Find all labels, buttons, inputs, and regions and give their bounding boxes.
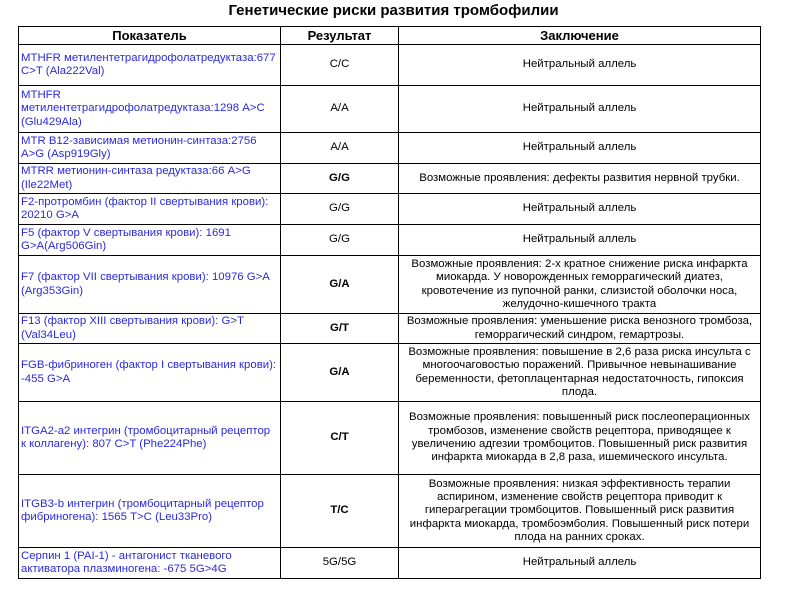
table-row: [19, 344, 761, 402]
table-row: [19, 45, 761, 86]
conclusion-cell: Возможные проявления: уменьшение риска венозного тромбоза, геморрагический синдром, гемартрозы.: [399, 314, 761, 344]
result-cell: G/G: [281, 164, 399, 194]
result-cell: T/C: [281, 475, 399, 548]
indicator-cell: MTR B12-зависимая метионин-синтаза:2756 A>G (Asp919Gly): [19, 133, 281, 164]
result-cell: C/C: [281, 45, 399, 86]
result-cell: G/G: [281, 194, 399, 225]
result-cell: G/A: [281, 344, 399, 402]
conclusion-cell: Возможные проявления: 2-х кратное снижение риска инфаркта миокарда. У новорожденных геморрагический диатез, кровотечение из пупочной ранки, слизистой оболочки носа, желудочно-кишечного тракта: [399, 256, 761, 314]
conclusion-cell: Нейтральный аллель: [399, 86, 761, 133]
table-row: [19, 402, 761, 475]
result-cell: A/A: [281, 133, 399, 164]
table-row: [19, 256, 761, 314]
indicator-cell: MTRR метионин-синтаза редуктаза:66 A>G (Ile22Met): [19, 164, 281, 194]
page-title: Генетические риски развития тромбофилии: [228, 2, 559, 19]
column-header-conclusion: Заключение: [399, 27, 761, 45]
conclusion-cell: Нейтральный аллель: [399, 45, 761, 86]
indicator-cell: Серпин 1 (PAI-1) - антагонист тканевого активатора плазминогена: -675 5G>4G: [19, 548, 281, 579]
indicator-cell: F2-протромбин (фактор II свертывания крови): 20210 G>A: [19, 194, 281, 225]
table-header-row: [19, 27, 761, 45]
indicator-cell: F7 (фактор VII свертывания крови): 10976 G>A (Arg353Gin): [19, 256, 281, 314]
result-cell: 5G/5G: [281, 548, 399, 579]
genetic-risk-table: [18, 26, 761, 579]
result-cell: A/A: [281, 86, 399, 133]
indicator-cell: MTHFR метилентетрагидрофолатредуктаза:677 C>T (Ala222Val): [19, 45, 281, 86]
indicator-cell: FGB-фибриноген (фактор I свертывания крови): -455 G>A: [19, 344, 281, 402]
indicator-cell: F13 (фактор XIII свертывания крови): G>T (Val34Leu): [19, 314, 281, 344]
conclusion-cell: Возможные проявления: повышение в 2,6 раза риска инсульта с многоочаговостью поражений. Привычное невынашивание беременности, фетоплацентарная недостаточность, гипоксия плода.: [399, 344, 761, 402]
table-row: [19, 314, 761, 344]
conclusion-cell: Нейтральный аллель: [399, 548, 761, 579]
indicator-cell: ITGA2-a2 интегрин (тромбоцитарный рецептор к коллагену): 807 C>T (Phe224Phe): [19, 402, 281, 475]
table-row: [19, 225, 761, 256]
table-row: [19, 548, 761, 579]
column-header-result: Результат: [281, 27, 399, 45]
indicator-cell: F5 (фактор V свертывания крови): 1691 G>A(Arg506Gin): [19, 225, 281, 256]
table-row: [19, 164, 761, 194]
conclusion-cell: Нейтральный аллель: [399, 133, 761, 164]
table-row: [19, 86, 761, 133]
result-cell: G/G: [281, 225, 399, 256]
indicator-cell: MTHFR метилентетрагидрофолатредуктаза:1298 A>C (Glu429Ala): [19, 86, 281, 133]
table-row: [19, 133, 761, 164]
result-cell: C/T: [281, 402, 399, 475]
result-cell: G/T: [281, 314, 399, 344]
conclusion-cell: Возможные проявления: низкая эффективность терапии аспирином, изменение свойств рецептора приводит к гиперагрегации тромбоцитов. Повышенный риск развития инфаркта миокарда, тромбоэмболия. Повышенный риск потери плода на ранних сроках.: [399, 475, 761, 548]
indicator-cell: ITGB3-b интегрин (тромбоцитарный рецептор фибриногена): 1565 T>C (Leu33Pro): [19, 475, 281, 548]
table-row: [19, 194, 761, 225]
column-header-indicator: Показатель: [19, 27, 281, 45]
table-row: [19, 475, 761, 548]
conclusion-cell: Нейтральный аллель: [399, 194, 761, 225]
conclusion-cell: Нейтральный аллель: [399, 225, 761, 256]
result-cell: G/A: [281, 256, 399, 314]
conclusion-cell: Возможные проявления: дефекты развития нервной трубки.: [399, 164, 761, 194]
conclusion-cell: Возможные проявления: повышенный риск послеоперационных тромбозов, изменение свойств рецептора, приводящее к увеличению адгезии тромбоцитов. Повышенный риск развития инфаркта миокарда в 2,8 раза, ишемического инсульта.: [399, 402, 761, 475]
